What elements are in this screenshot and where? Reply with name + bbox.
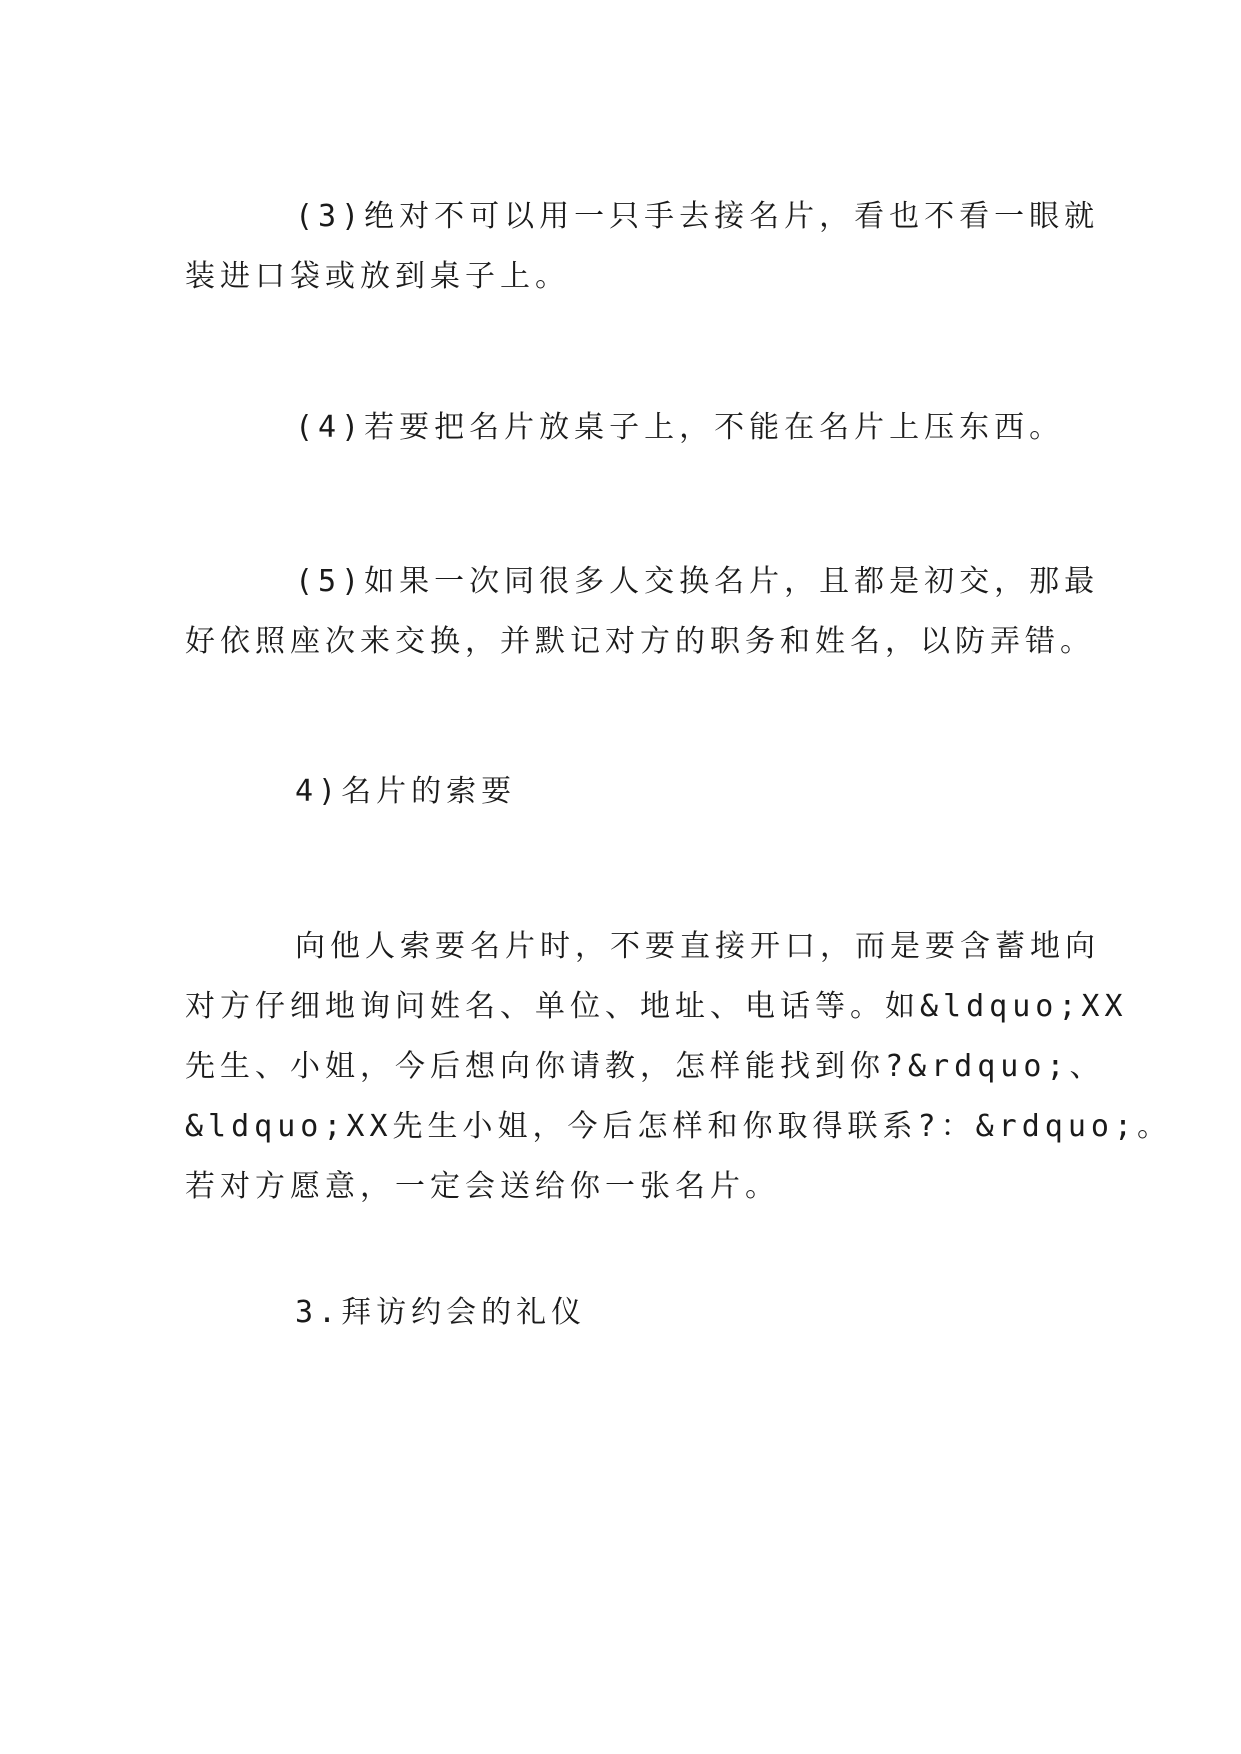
- paragraph-point-5: [185, 552, 1100, 672]
- section-heading: 4)名片的索要: [295, 774, 517, 809]
- paragraph-point-3: [185, 187, 1100, 307]
- paragraph-line: 好依照座次来交换，并默记对方的职务和姓名，以防弄错。: [185, 624, 1095, 659]
- paragraph-line: 若对方愿意，一定会送给你一张名片。: [185, 1169, 780, 1204]
- paragraph-line: 向他人索要名片时，不要直接开口，而是要含蓄地向: [295, 929, 1100, 964]
- section-heading: 3.拜访约会的礼仪: [295, 1295, 587, 1330]
- paragraph-line: (5)如果一次同很多人交换名片，且都是初交，那最: [295, 564, 1100, 599]
- paragraph-line: 对方仔细地询问姓名、单位、地址、电话等。如&ldquo;XX: [185, 989, 1128, 1024]
- paragraph-point-4: [185, 398, 1065, 458]
- paragraph-line: 装进口袋或放到桌子上。: [185, 259, 570, 294]
- paragraph-line: &ldquo;XX先生小姐，今后怎样和你取得联系?：&rdquo;。: [185, 1109, 1173, 1144]
- paragraph-line: 先生、小姐，今后想向你请教，怎样能找到你?&rdquo;、: [185, 1049, 1105, 1084]
- paragraph-request-card: [185, 917, 1173, 1217]
- paragraph-line: (3)绝对不可以用一只手去接名片，看也不看一眼就: [295, 199, 1100, 234]
- paragraph-line: (4)若要把名片放桌子上，不能在名片上压东西。: [295, 410, 1065, 445]
